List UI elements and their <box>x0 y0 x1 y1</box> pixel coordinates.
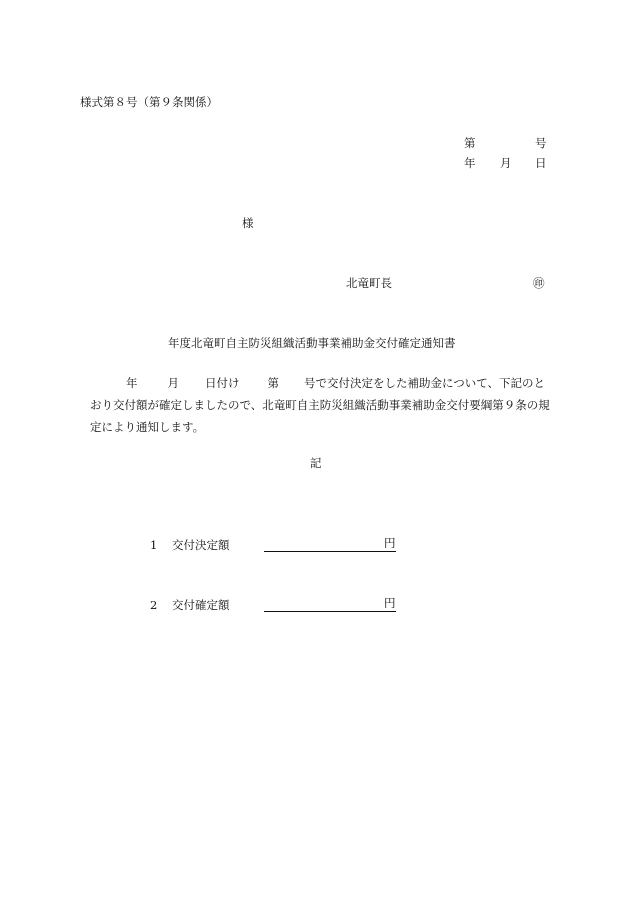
number-prefix: 第 <box>464 136 476 150</box>
body-text: 号で交付決定をした補助金について、下記のとおり交付額が確定しましたので、北竜町自主防災組織活動事業補助金交付要綱第９条の規定により通知します。 <box>90 376 550 434</box>
amount-line <box>264 600 384 612</box>
form-label: 様式第８号（第９条関係） <box>80 95 218 109</box>
number-suffix: 号 <box>535 136 547 150</box>
item-label: 交付決定額 <box>172 538 230 552</box>
date-day: 日 <box>535 156 547 170</box>
body-month: 月 <box>167 376 179 390</box>
amount-line <box>264 540 384 552</box>
body-number-prefix: 第 <box>267 376 279 390</box>
addressee-suffix: 様 <box>242 216 254 230</box>
yen-unit: 円 <box>384 536 396 550</box>
seal-mark: ㊞ <box>533 276 545 290</box>
body-paragraph <box>90 372 550 438</box>
item-label: 交付確定額 <box>172 598 230 612</box>
body-dated: 日付け <box>205 376 240 390</box>
date-year: 年 <box>464 156 476 170</box>
item-row <box>150 538 396 552</box>
yen-unit: 円 <box>384 596 396 610</box>
date-month: 月 <box>500 156 512 170</box>
item-row <box>150 598 396 612</box>
body-year: 年 <box>126 376 138 390</box>
document-title: 年度北竜町自主防災組織活動事業補助金交付確定通知書 <box>168 336 456 350</box>
item-number: 2 <box>150 598 158 612</box>
item-number: 1 <box>150 538 158 552</box>
ki-heading: 記 <box>310 456 322 470</box>
sender-title: 北竜町長 <box>346 276 392 290</box>
